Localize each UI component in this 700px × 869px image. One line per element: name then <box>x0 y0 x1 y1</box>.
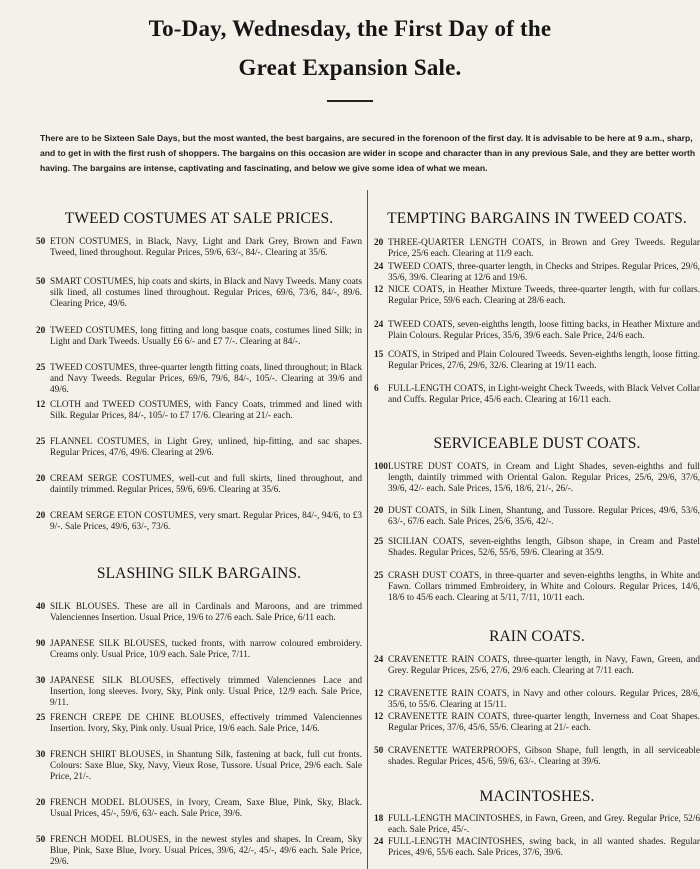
item-quantity: 25 <box>36 713 46 723</box>
list-item <box>36 835 362 869</box>
item-quantity: 50 <box>36 835 46 845</box>
item-description: CRAVENETTE WATERPROOFS, Gibson Shape, full length, in all serviceable shades. Regular Prices, 45/6, 59/6, 63/-. Clearing at 39/6. <box>388 746 700 768</box>
list-item <box>374 506 700 528</box>
item-description: TWEED COATS, seven-eighths length, loose fitting backs, in Heather Mixture and Plain Colours. Regular Prices, 35/6, 39/6 each. Sale Price, 24/6 each. <box>388 320 700 342</box>
list-item <box>36 437 362 459</box>
list-item <box>374 746 700 768</box>
section-title-silk-bargains: SLASHING SILK BARGAINS. <box>96 565 302 582</box>
item-quantity: 20 <box>36 474 46 484</box>
item-quantity: 20 <box>374 506 384 516</box>
item-quantity: 25 <box>36 363 46 373</box>
item-description: THREE-QUARTER LENGTH COATS, in Brown and Grey Tweeds. Regular Price, 25/6 each. Clearing at 11/9 each. <box>388 238 700 260</box>
headline-rule <box>327 100 373 102</box>
item-description: CRASH DUST COATS, in three-quarter and seven-eighths lengths, in White and Fawn. Collars trimmed Embroidery, in White and Colours. Regular Prices, 14/6, 18/6 to 45/6 each. Clearing at 5/11, 7/11, 10/11 each. <box>388 571 700 604</box>
list-item <box>374 655 700 677</box>
item-description: FRENCH MODEL BLOUSES, in Ivory, Cream, Saxe Blue, Pink, Sky, Black. Usual Prices, 45/-, 59/6, 63/- each. Sale Price, 39/6. <box>50 798 362 820</box>
list-item <box>36 639 362 661</box>
list-item <box>374 262 700 284</box>
section-title-macintoshes: MACINTOSHES. <box>479 788 595 805</box>
section-title-rain-coats: RAIN COATS. <box>489 628 585 645</box>
item-description: JAPANESE SILK BLOUSES, effectively trimmed Valenciennes Lace and Insertion, long sleeves. Ivory, Sky, Pink only. Usual Price, 12/9 each. Sale Price, 9/11. <box>50 676 362 709</box>
list-item <box>36 326 362 348</box>
item-description: FULL-LENGTH COATS, in Light-weight Check Tweeds, with Black Velvet Collar and Cuffs. Regular Price, 45/6 each. Clearing at 16/11 each. <box>388 384 700 406</box>
item-description: CREAM SERGE COSTUMES, well-cut and full skirts, lined throughout, and daintily trimmed. Regular Prices, 59/6, 69/6. Clearing at 35/6. <box>50 474 362 496</box>
item-description: FRENCH CREPE DE CHINE BLOUSES, effectively trimmed Valenciennes Insertion. Ivory, Sky, Pink only. Usual Price, 19/6 each. Sale Price, 14/6. <box>50 713 362 735</box>
item-description: CREAM SERGE ETON COSTUMES, very smart. Regular Prices, 84/-, 94/6, to £3 9/-. Sale Prices, 49/6, 63/-, 73/6. <box>50 511 362 533</box>
item-quantity: 25 <box>374 537 384 547</box>
list-item <box>36 750 362 784</box>
item-description: SMART COSTUMES, hip coats and skirts, in Black and Navy Tweeds. Many coats silk lined, all costumes lined throughout. Regular Prices, 69/6, 73/6, 84/-, 89/6. Clearing Price, 49/6. <box>50 277 362 310</box>
item-quantity: 24 <box>374 837 384 847</box>
list-item <box>36 363 362 397</box>
list-item <box>36 400 362 422</box>
section-title-tweed-costumes: TWEED COSTUMES AT SALE PRICES. <box>64 210 334 227</box>
item-description: TWEED COSTUMES, long fitting and long basque coats, costumes lined Silk; in Light and Dark Tweeds. Usually £6 6/- and £7 7/-. Clearing at 84/-. <box>50 326 362 348</box>
intro-paragraph: There are to be Sixteen Sale Days, but the most wanted, the best bargains, are secured in the forenoon of the first day. It is advisable to be here at 9 a.m., sharp, and to get in with the first rush of shoppers. The bargains on this occasion are wider in scope and character than in any previous Sale, and they are better worth having. The bargains are intense, captivating and fascinating, and below we give some idea of what we mean. <box>40 133 696 174</box>
item-description: DUST COATS, in Silk Linen, Shantung, and Tussore. Regular Prices, 49/6, 53/6, 63/-, 67/6 each. Sale Prices, 25/6, 35/6, 42/-. <box>388 506 700 528</box>
item-description: CRAVENETTE RAIN COATS, three-quarter length, in Navy, Fawn, Green, and Grey. Regular Prices, 25/6, 27/6, 29/6 each. Clearing at 7/11 each. <box>388 655 700 677</box>
item-description: TWEED COATS, three-quarter length, in Checks and Stripes. Regular Prices, 29/6, 35/6, 39/6. Clearing at 12/6 and 19/6. <box>388 262 700 284</box>
item-quantity: 20 <box>36 326 46 336</box>
item-quantity: 25 <box>374 571 384 581</box>
item-quantity: 6 <box>374 384 379 394</box>
list-item <box>374 837 700 859</box>
list-item <box>36 676 362 710</box>
list-item <box>36 713 362 735</box>
item-quantity: 18 <box>374 814 384 824</box>
item-description: SILK BLOUSES. These are all in Cardinals and Maroons, and are trimmed Valenciennes Insertion. Usual Price, 19/6 to 27/6 each. Sale Price, 6/11 each. <box>50 602 362 624</box>
item-description: FULL-LENGTH MACINTOSHES, swing back, in all wanted shades. Regular Prices, 49/6, 55/6 each. Sale Prices, 37/6, 39/6. <box>388 837 700 859</box>
list-item <box>36 602 362 624</box>
item-description: NICE COATS, in Heather Mixture Tweeds, three-quarter length, with fur collars. Regular Price, 59/6 each. Clearing at 28/6 each. <box>388 285 700 307</box>
item-quantity: 15 <box>374 350 384 360</box>
section-title-tweed-coats: TEMPTING BARGAINS IN TWEED COATS. <box>387 210 687 227</box>
list-item <box>374 462 700 496</box>
item-description: COATS, in Striped and Plain Coloured Tweeds. Seven-eighths length, loose fitting. Regular Prices, 27/6, 29/6, 32/6. Clearing at 19/11 each. <box>388 350 700 372</box>
item-quantity: 100 <box>374 462 388 472</box>
list-item <box>374 571 700 605</box>
item-description: ETON COSTUMES, in Black, Navy, Light and Dark Grey, Brown and Fawn Tweed, lined throughout. Regular Prices, 59/6, 63/-, 84/-. Clearing at 35/6. <box>50 237 362 259</box>
item-quantity: 30 <box>36 676 46 686</box>
list-item <box>374 712 700 734</box>
item-description: FLANNEL COSTUMES, in Light Grey, unlined, hip-fitting, and sac shapes. Regular Prices, 47/6, 49/6. Clearing at 29/6. <box>50 437 362 459</box>
list-item <box>36 474 362 496</box>
item-description: JAPANESE SILK BLOUSES, tucked fronts, with narrow coloured embroidery. Creams only. Usual Price, 10/9 each. Sale Price, 7/11. <box>50 639 362 661</box>
list-item <box>374 350 700 372</box>
item-description: CRAVENETTE RAIN COATS, three-quarter length, Inverness and Coat Shapes. Regular Prices, 37/6, 45/6, 55/6. Clearing at 21/- each. <box>388 712 700 734</box>
item-quantity: 12 <box>374 712 384 722</box>
list-item <box>374 537 700 559</box>
item-quantity: 12 <box>36 400 46 410</box>
list-item <box>374 285 700 307</box>
item-quantity: 90 <box>36 639 46 649</box>
item-quantity: 12 <box>374 689 384 699</box>
item-description: FRENCH SHIRT BLOUSES, in Shantung Silk, fastening at back, full cut fronts. Colours: Saxe Blue, Sky, Navy, Vieux Rose, Tussore. Usual Price, 29/6 each. Sale Price, 21/-. <box>50 750 362 783</box>
item-description: SICILIAN COATS, seven-eighths length, Gibson shape, in Cream and Pastel Shades. Regular Prices, 52/6, 55/6, 59/6. Clearing at 35/9. <box>388 537 700 559</box>
list-item <box>36 237 362 259</box>
item-description: CLOTH and TWEED COSTUMES, with Fancy Coats, trimmed and lined with Silk. Regular Prices, 84/-, 105/- to £7 17/6. Clearing at 21/- each. <box>50 400 362 422</box>
list-item <box>36 511 362 533</box>
item-quantity: 40 <box>36 602 46 612</box>
item-quantity: 50 <box>374 746 384 756</box>
headline-line-2: Great Expansion Sale. <box>238 55 462 80</box>
item-quantity: 24 <box>374 320 384 330</box>
headline-line-1: To-Day, Wednesday, the First Day of the <box>148 16 552 41</box>
item-quantity: 20 <box>36 511 46 521</box>
item-description: FULL-LENGTH MACINTOSHES, in Fawn, Green, and Grey. Regular Price, 52/6 each. Sale Price, 45/-. <box>388 814 700 836</box>
item-quantity: 50 <box>36 277 46 287</box>
item-description: FRENCH MODEL BLOUSES, in the newest styles and shapes. In Cream, Sky Blue, Pink, Saxe Blue, Ivory. Usual Prices, 39/6, 42/-, 45/-, 49/6 each. Sale Price, 29/6. <box>50 835 362 868</box>
column-divider <box>367 190 368 869</box>
section-title-dust-coats: SERVICEABLE DUST COATS. <box>433 435 641 452</box>
list-item <box>374 320 700 342</box>
item-description: LUSTRE DUST COATS, in Cream and Light Shades, seven-eighths and full length, daintily trimmed with Oriental Galon. Regular Prices, 25/6, 29/6, 37/6, 39/6, 42/- each. Sale Prices, 15/6, 18/6, 21/-, 26/-. <box>388 462 700 495</box>
item-description: CRAVENETTE RAIN COATS, in Navy and other colours. Regular Prices, 28/6, 35/6, to 55/6. Clearing at 15/11. <box>388 689 700 711</box>
item-quantity: 25 <box>36 437 46 447</box>
item-quantity: 20 <box>374 238 384 248</box>
item-description: TWEED COSTUMES, three-quarter length fitting coats, lined throughout; in Black and Navy Tweeds. Regular Prices, 69/6, 79/6, 84/-, 105/-. Clearing at 39/6 and 49/6. <box>50 363 362 396</box>
list-item <box>36 277 362 311</box>
item-quantity: 30 <box>36 750 46 760</box>
list-item <box>374 384 700 406</box>
item-quantity: 24 <box>374 655 384 665</box>
list-item <box>374 238 700 260</box>
list-item <box>36 798 362 820</box>
item-quantity: 12 <box>374 285 384 295</box>
list-item <box>374 814 700 836</box>
list-item <box>374 689 700 711</box>
item-quantity: 50 <box>36 237 46 247</box>
item-quantity: 24 <box>374 262 384 272</box>
item-quantity: 20 <box>36 798 46 808</box>
